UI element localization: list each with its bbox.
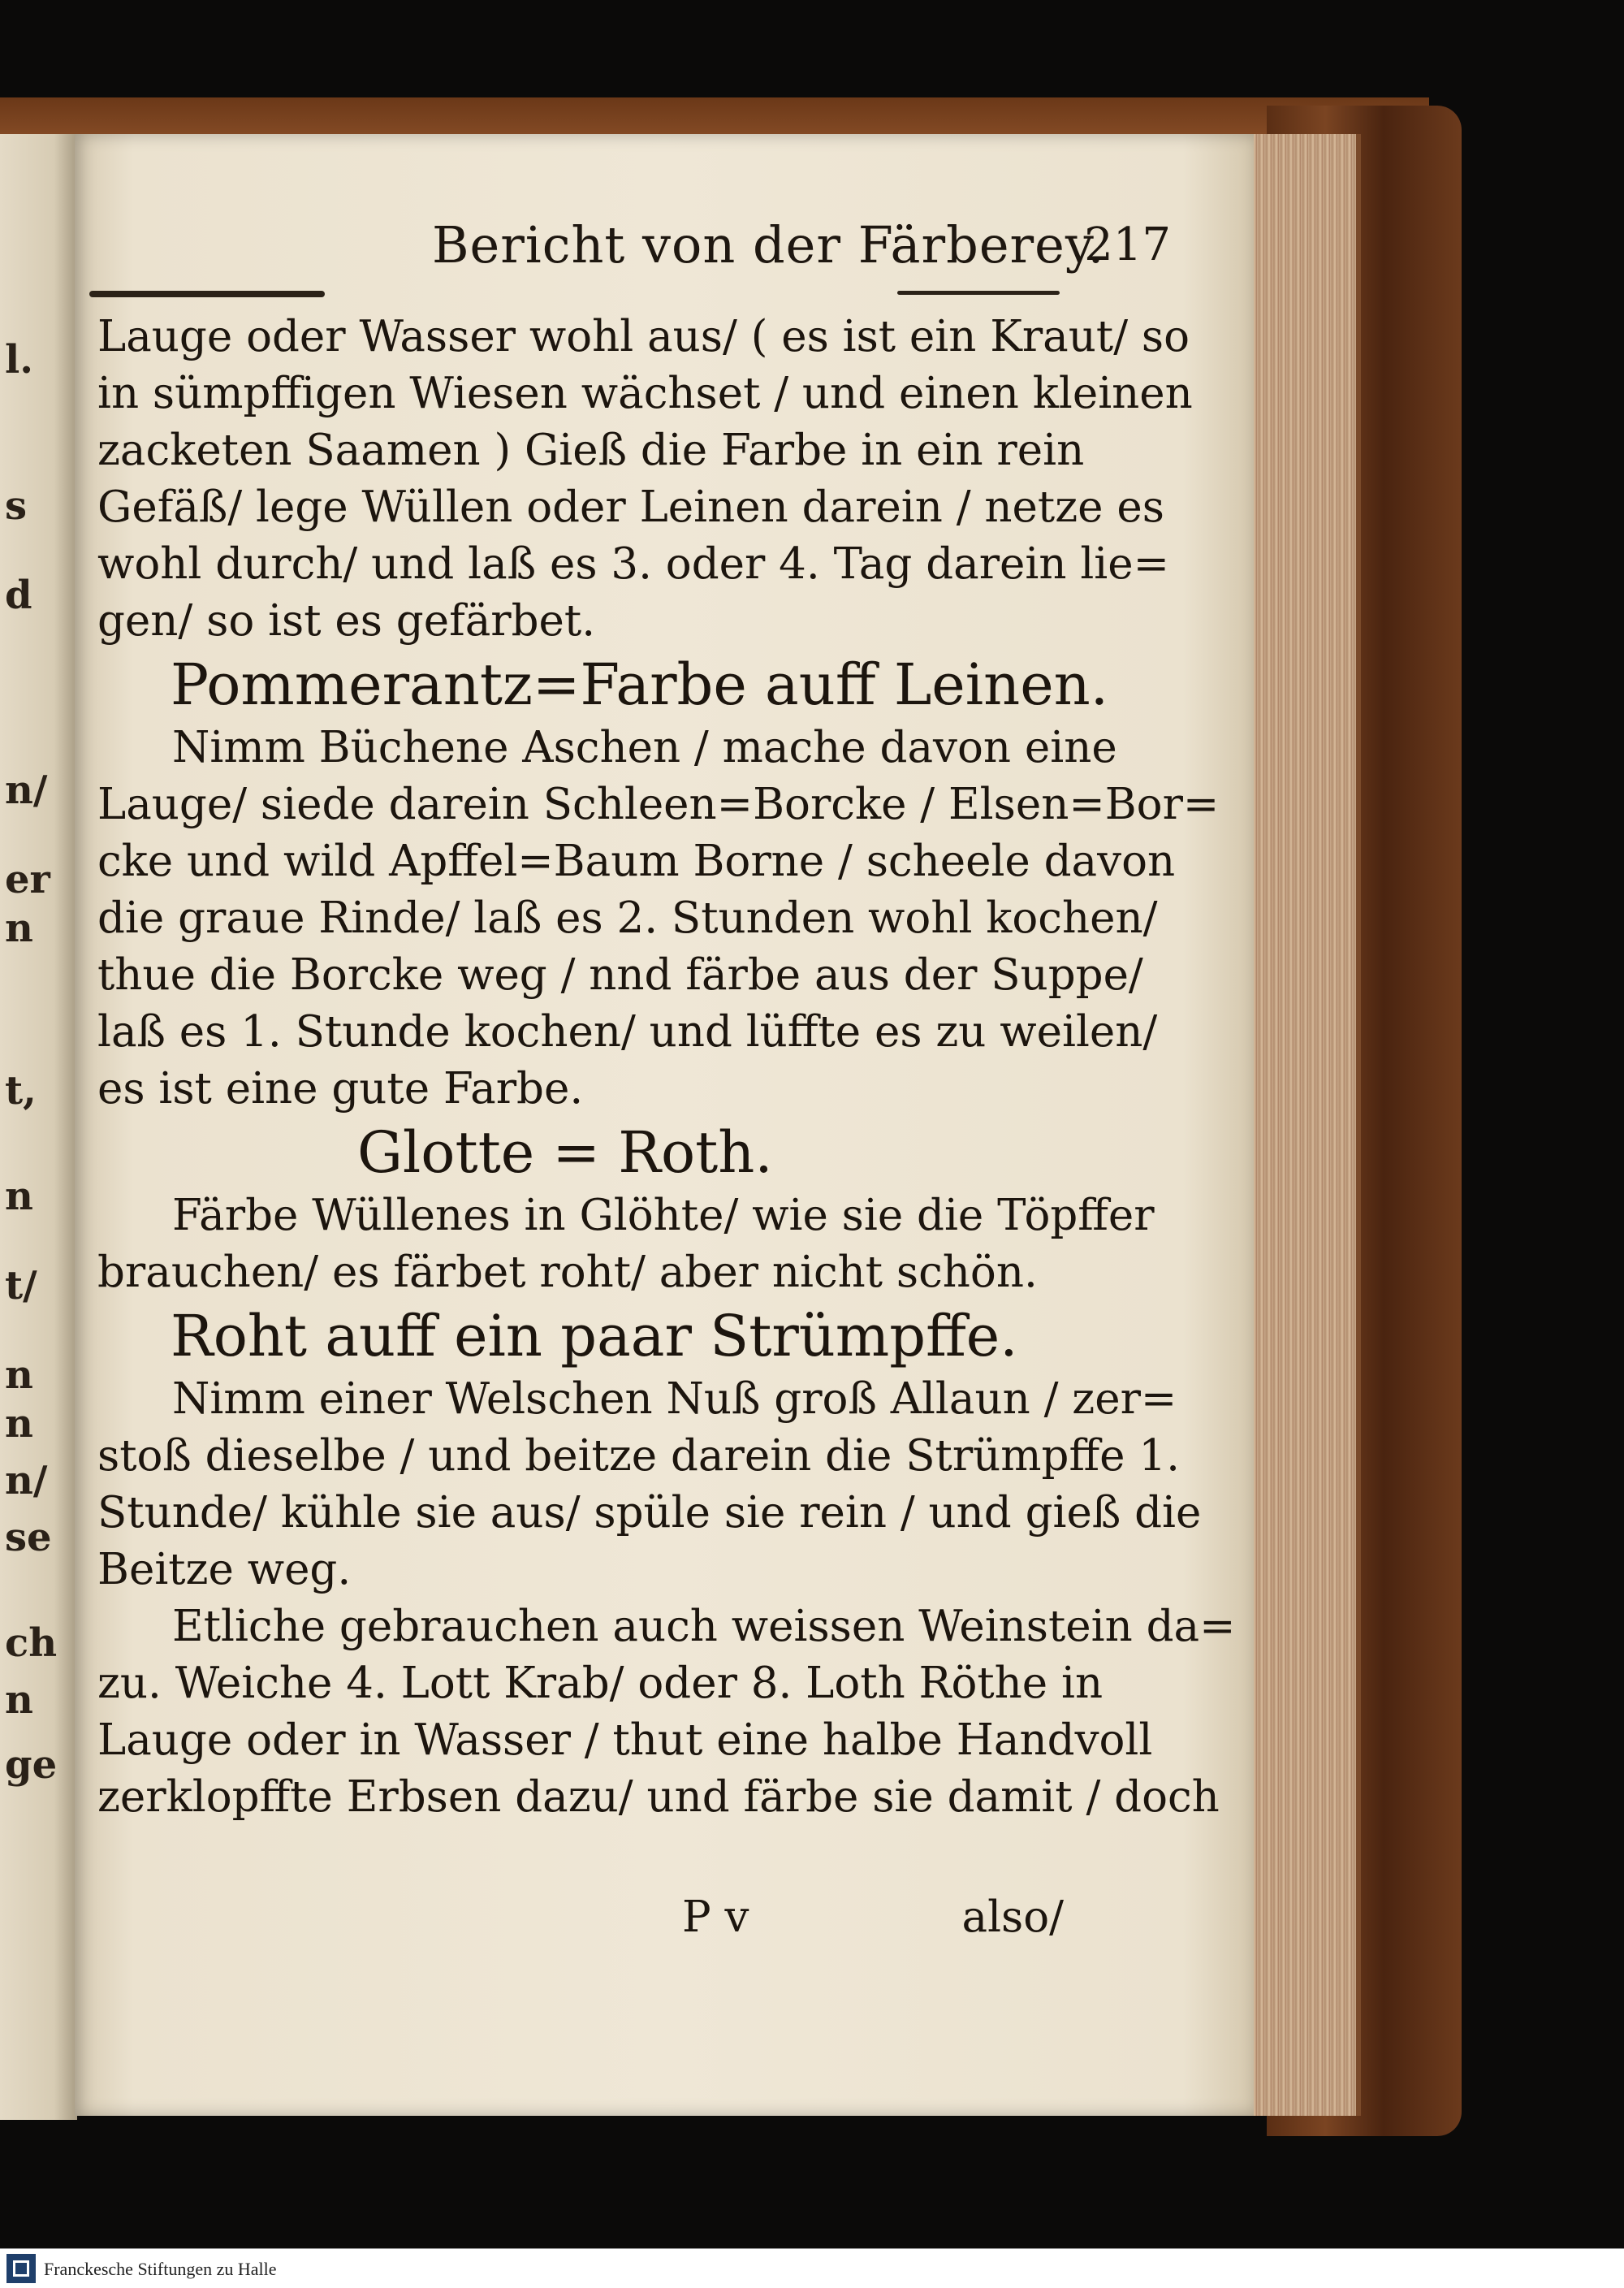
viewer-footer-bar (0, 2248, 1624, 2288)
left-page-fragment: n (5, 1352, 33, 1398)
text-line: laß es 1. Stunde kochen/ und lüffte es zu weilen/ (97, 1007, 1158, 1057)
left-page-edge (0, 134, 77, 2120)
page-text-body (97, 309, 1236, 1826)
left-page-fragment: ch (5, 1620, 58, 1666)
text-line: Stunde/ kühle sie aus/ spüle sie rein / und gieß die (97, 1488, 1202, 1538)
header-rule-right (897, 291, 1060, 295)
section-heading: Pommerantz=Farbe auff Leinen. (171, 651, 1108, 718)
text-line: Gefäß/ lege Wüllen oder Leinen darein / netze es (97, 482, 1164, 532)
page-number: 217 (1084, 218, 1171, 271)
text-line: Lauge oder Wasser wohl aus/ ( es ist ein Kraut/ so (97, 312, 1190, 361)
left-page-fragment: se (5, 1515, 52, 1560)
text-line: thue die Borcke weg / nnd färbe aus der Suppe/ (97, 950, 1143, 1000)
left-page-fragment: d (5, 573, 32, 618)
signature-mark: P v (682, 1892, 749, 1942)
left-page-fragment: n/ (5, 1458, 48, 1503)
text-line: zacketen Saamen ) Gieß die Farbe in ein rein (97, 426, 1085, 475)
left-page-fragment: n (5, 1401, 33, 1447)
text-line: brauchen/ es färbet roht/ aber nicht schön. (97, 1248, 1038, 1297)
running-title: Bericht von der Färberey. (432, 215, 1105, 275)
text-line: Färbe Wüllenes in Glöhte/ wie sie die Töpffer (172, 1191, 1155, 1240)
text-line: gen/ so ist es gefärbet. (97, 596, 596, 646)
text-line: Lauge/ siede darein Schleen=Borcke / Elsen=Bor= (97, 780, 1220, 829)
text-line: cke und wild Apffel=Baum Borne / scheele davon (97, 837, 1176, 886)
left-page-fragment: n/ (5, 768, 48, 813)
section-heading: Glotte = Roth. (357, 1119, 773, 1186)
left-page-fragment: t/ (5, 1263, 37, 1308)
text-line: wohl durch/ und laß es 3. oder 4. Tag darein lie= (97, 539, 1170, 589)
left-page-fragment: t, (5, 1068, 37, 1114)
text-line: in sümpffigen Wiesen wächset / und einen kleinen (97, 369, 1193, 418)
section-heading: Roht auff ein paar Strümpffe. (171, 1303, 1018, 1369)
left-page-fragment: n (5, 906, 33, 951)
page-edges (1242, 134, 1361, 2116)
left-page-fragment: ge (5, 1742, 58, 1788)
text-line: zerklopffte Erbsen dazu/ und färbe sie damit / doch (97, 1772, 1220, 1822)
text-line: zu. Weiche 4. Lott Krab/ oder 8. Loth Röthe in (97, 1659, 1104, 1708)
institution-name: Franckesche Stiftungen zu Halle (44, 2259, 277, 2279)
text-line: Lauge oder in Wasser / thut eine halbe Handvoll (97, 1715, 1153, 1765)
text-line: stoß dieselbe / und beitze darein die Strümpffe 1. (97, 1431, 1180, 1481)
text-line: Nimm einer Welschen Nuß groß Allaun / zer= (172, 1374, 1177, 1424)
left-page-fragment: s (5, 483, 28, 529)
text-line: Nimm Büchene Aschen / mache davon eine (172, 723, 1117, 772)
text-line: Beitze weg. (97, 1545, 352, 1594)
left-page-fragment: l. (5, 337, 33, 383)
header-rule-left (89, 291, 325, 297)
left-page-fragment: n (5, 1677, 33, 1723)
text-line: es ist eine gute Farbe. (97, 1064, 584, 1114)
text-line: Etliche gebrauchen auch weissen Weinstein da= (172, 1602, 1236, 1651)
catchword: also/ (961, 1892, 1064, 1942)
text-line: die graue Rinde/ laß es 2. Stunden wohl kochen/ (97, 893, 1158, 943)
left-page-fragment: er (5, 857, 50, 902)
institution-logo-icon (6, 2254, 36, 2283)
left-page-fragment: n (5, 1174, 33, 1219)
page-header (351, 215, 1179, 288)
page-footer (97, 1892, 1177, 1949)
